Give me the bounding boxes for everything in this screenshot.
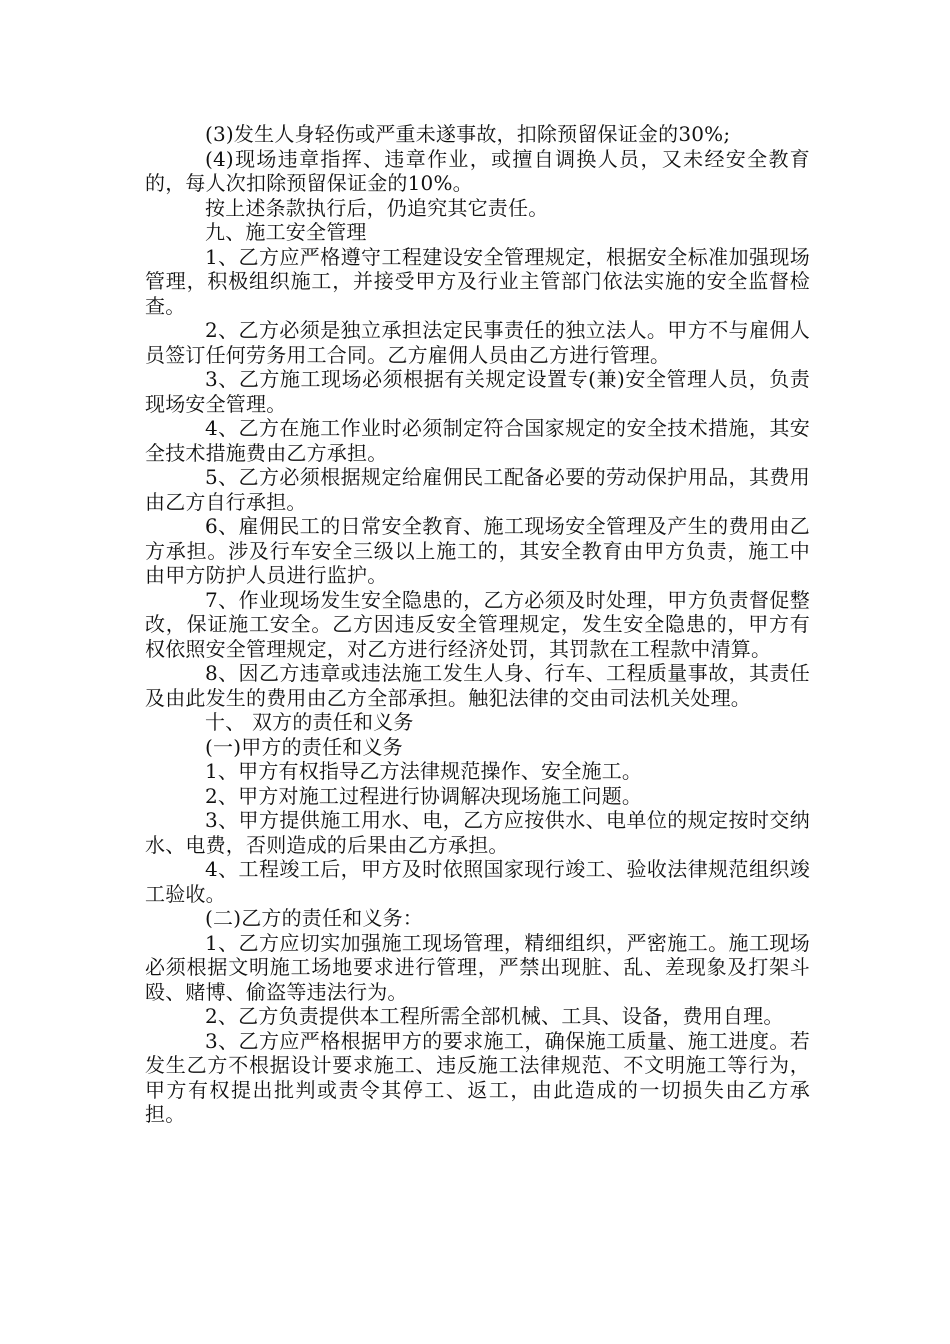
section-9-item-4: 4、乙方在施工作业时必须制定符合国家规定的安全技术措施，其安全技术措施费由乙方承担。 — [145, 416, 810, 465]
party-a-item-3: 3、甲方提供施工用水、电，乙方应按供水、电单位的规定按时交纳水、电费，否则造成的后果由乙方承担。 — [145, 808, 810, 857]
party-a-item-4: 4、工程竣工后，甲方及时依照国家现行竣工、验收法律规范组织竣工验收。 — [145, 857, 810, 906]
section-10-heading: 十、 双方的责任和义务 — [205, 710, 414, 734]
party-b-item-1: 1、乙方应切实加强施工现场管理，精细组织，严密施工。施工现场必须根据文明施工场地要求进行管理，严禁出现脏、乱、差现象及打架斗殴、赌博、偷盗等违法行为。 — [145, 930, 810, 1004]
section-9-item-8: 8、因乙方违章或违法施工发生人身、行车、工程质量事故，其责任及由此发生的费用由乙方全部承担。触犯法律的交由司法机关处理。 — [145, 661, 810, 710]
party-b-item-2: 2、乙方负责提供本工程所需全部机械、工具、设备，费用自理。 — [205, 1004, 784, 1028]
section-9-item-7: 7、作业现场发生安全隐患的，乙方必须及时处理，甲方负责督促整改，保证施工安全。乙方因违反安全管理规定，发生安全隐患的，甲方有权依照安全管理规定，对乙方进行经济处罚，其罚款在工程款中清算。 — [145, 587, 810, 661]
liability-note: 按上述条款执行后，仍追究其它责任。 — [205, 195, 549, 220]
section-9-item-2: 2、乙方必须是独立承担法定民事责任的独立法人。甲方不与雇佣人员签订任何劳务用工合同。乙方雇佣人员由乙方进行管理。 — [145, 318, 810, 367]
party-b-subheading: (二)乙方的责任和义务： — [205, 906, 424, 930]
party-a-subheading: (一)甲方的责任和义务 — [205, 734, 403, 759]
document-body — [145, 122, 810, 1127]
section-9-heading: 九、施工安全管理 — [205, 220, 367, 244]
section-9-item-3: 3、乙方施工现场必须根据有关规定设置专(兼)安全管理人员，负责现场安全管理。 — [145, 367, 810, 416]
clause-4-text: (4)现场违章指挥、违章作业，或擅自调换人员，又未经安全教育的，每人次扣除预留保证金的10%。 — [145, 146, 810, 195]
party-a-item-1: 1、甲方有权指导乙方法律规范操作、安全施工。 — [205, 759, 643, 783]
party-a-item-2: 2、甲方对施工过程进行协调解决现场施工问题。 — [205, 783, 643, 808]
section-9-item-1: 1、乙方应严格遵守工程建设安全管理规定，根据安全标准加强现场管理，积极组织施工，并接受甲方及行业主管部门依法实施的安全监督检查。 — [145, 244, 810, 318]
section-9-item-6: 6、雇佣民工的日常安全教育、施工现场安全管理及产生的费用由乙方承担。涉及行车安全三级以上施工的，其安全教育由甲方负责，施工中由甲方防护人员进行监护。 — [145, 514, 810, 587]
clause-3-text: (3)发生人身轻伤或严重未遂事故，扣除预留保证金的30%; — [205, 122, 731, 146]
section-9-item-5: 5、乙方必须根据规定给雇佣民工配备必要的劳动保护用品，其费用由乙方自行承担。 — [145, 465, 810, 514]
party-b-item-3: 3、乙方应严格根据甲方的要求施工，确保施工质量、施工进度。若发生乙方不根据设计要求施工、违反施工法律规范、不文明施工等行为，甲方有权提出批判或责令其停工、返工，由此造成的一切损失由乙方承担。 — [145, 1028, 810, 1126]
